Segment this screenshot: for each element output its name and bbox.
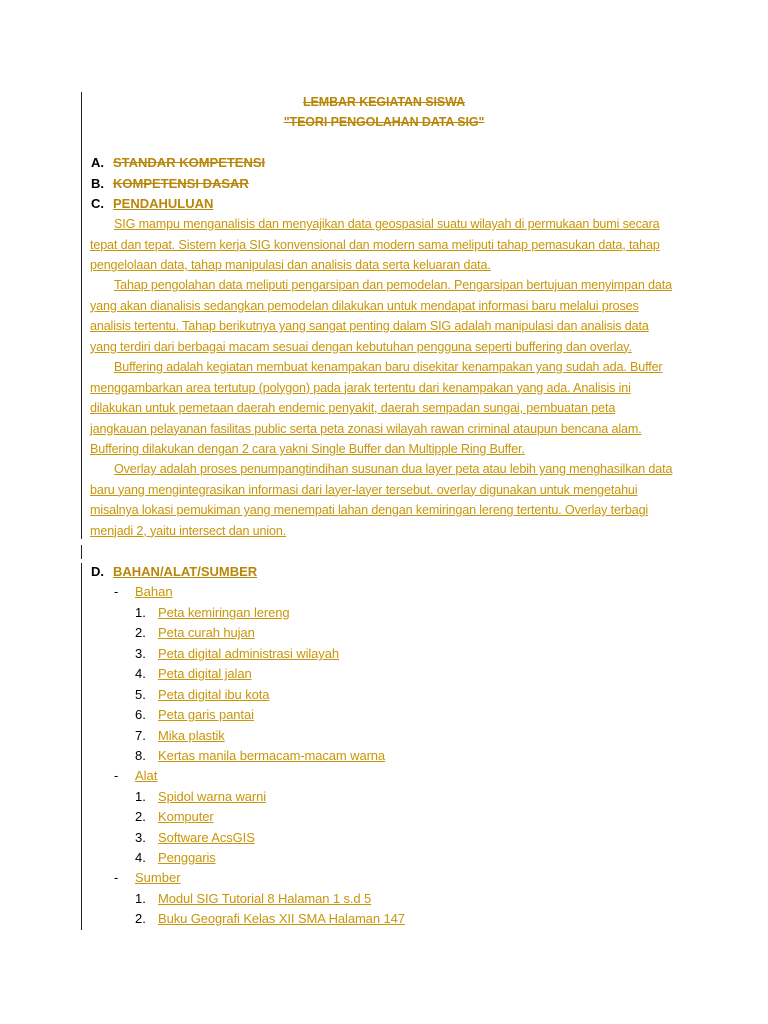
category-label-bahan: Bahan (135, 584, 173, 599)
text-line: pengelolaan data, tahap manipulasi dan analisis data serta keluaran data. (90, 258, 491, 272)
section-a (91, 154, 265, 172)
section-title: BAHAN/ALAT/SUMBER (113, 564, 258, 579)
list-number: 3. (135, 646, 146, 661)
list-item: Peta digital ibu kota (158, 687, 270, 702)
paragraph (90, 357, 690, 460)
list-number: 1. (135, 789, 146, 804)
paragraph (90, 275, 690, 357)
list-number: 5. (135, 687, 146, 702)
section-letter: B. (91, 176, 104, 191)
section-b (91, 175, 249, 193)
paragraph (90, 459, 690, 541)
paragraph (90, 214, 690, 276)
list-number: 7. (135, 728, 146, 743)
category-label-alat: Alat (135, 768, 158, 783)
list-item: Peta kemiringan lereng (158, 605, 290, 620)
list-item: Penggaris (158, 850, 216, 865)
section-letter: D. (91, 564, 104, 579)
list-item: Mika plastik (158, 728, 225, 743)
list-item: Peta curah hujan (158, 625, 255, 640)
list-dash: - (114, 870, 119, 885)
text-line: dilakukan untuk pemetaan daerah endemic penyakit, daerah sempadan sungai, pembuatan peta (90, 401, 616, 415)
section-d (91, 563, 257, 581)
list-item: Peta digital administrasi wilayah (158, 646, 339, 661)
section-title: PENDAHULUAN (113, 196, 214, 211)
list-item: Spidol warna warni (158, 789, 267, 804)
text-line: Overlay adalah proses penumpangtindihan susunan dua layer peta atau lebih yang menghasilkan data (114, 462, 673, 476)
document-subtitle: "TEORI PENGOLAHAN DATA SIG" (283, 115, 485, 129)
list-number: 4. (135, 850, 146, 865)
list-dash: - (114, 584, 119, 599)
change-bar (81, 92, 82, 539)
text-line: yang akan dianalisis sedangkan pemodelan dilakukan untuk mendapat informasi baru melalui proses (90, 298, 639, 313)
list-item: Peta digital jalan (158, 666, 252, 681)
text-line: menggambarkan area tertutup (polygon) pada jarak tertentu dari kenampakan yang ada. Analisis ini (90, 380, 631, 395)
text-line: baru yang mengintegrasikan informasi dari layer-layer tersebut. overlay digunakan untuk mengetahui (90, 482, 638, 497)
text-line: jangkauan pelayanan fasilitas public serta peta zonasi wilayah rawan criminal ataupun bencana alam. (90, 421, 642, 436)
list-number: 2. (135, 809, 146, 824)
text-line: menjadi 2, yaitu intersect dan union. (90, 523, 287, 538)
list-number: 1. (135, 891, 146, 906)
list-number: 2. (135, 911, 146, 926)
list-item: Software AcsGIS (158, 830, 255, 845)
change-bar (81, 545, 82, 559)
change-bar (81, 563, 82, 930)
list-number: 2. (135, 625, 146, 640)
list-item: Buku Geografi Kelas XII SMA Halaman 147 (158, 911, 405, 926)
section-letter: C. (91, 196, 104, 211)
document-title: LEMBAR KEGIATAN SISWA (302, 95, 466, 109)
section-letter: A. (91, 155, 104, 170)
section-c (91, 195, 213, 213)
text-line: Buffering adalah kegiatan membuat kenampakan baru disekitar kenampakan yang sudah ada. Buffer (114, 360, 663, 374)
list-item: Kertas manila bermacam-macam warna (158, 748, 386, 763)
text-line: yang terdiri dari berbagai macam sesuai dengan kebutuhan pengguna seperti buffering dan overlay. (90, 339, 632, 354)
list-number: 1. (135, 605, 146, 620)
list-number: 4. (135, 666, 146, 681)
category-label-sumber: Sumber (135, 870, 181, 885)
section-title: KOMPETENSI DASAR (113, 176, 249, 191)
list-item: Peta garis pantai (158, 707, 254, 722)
text-line: Tahap pengolahan data meliputi pengarsipan dan pemodelan. Pengarsipan bertujuan menyimpan data (114, 278, 672, 292)
text-line: SIG mampu menganalisis dan menyajikan data geospasial suatu wilayah di permukaan bumi secara (114, 217, 660, 231)
text-line: analisis tertentu. Tahap berikutnya yang sangat penting dalam SIG adalah manipulasi dan analisis data (90, 319, 649, 333)
section-title: STANDAR KOMPETENSI (113, 155, 266, 170)
list-dash: - (114, 768, 119, 783)
text-line: misalnya lokasi pemukiman yang menempati lahan dengan kemiringan lereng tertentu. Overlay terbagi (90, 503, 649, 517)
text-line: Buffering dilakukan dengan 2 cara yakni Single Buffer dan Multipple Ring Buffer. (90, 442, 525, 456)
list-item: Komputer (158, 809, 214, 824)
list-number: 3. (135, 830, 146, 845)
list-item: Modul SIG Tutorial 8 Halaman 1 s.d 5 (158, 891, 372, 906)
list-number: 8. (135, 748, 146, 763)
text-line: tepat dan tepat. Sistem kerja SIG konvensional dan modern sama meliputi tahap pemasukan data, tahap (90, 237, 660, 252)
list-number: 6. (135, 707, 146, 722)
